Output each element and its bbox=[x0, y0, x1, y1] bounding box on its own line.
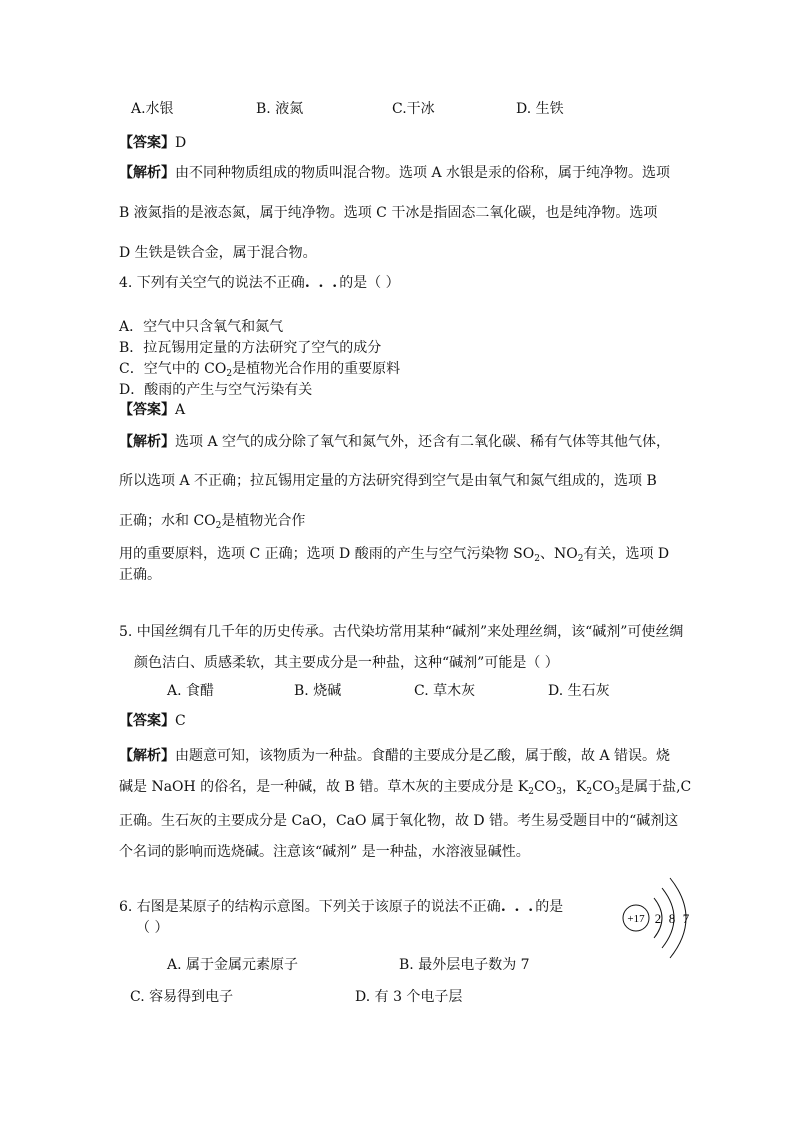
q5-analysis-line-4: 个名词的影响而选烧碱。注意该“碱剂” 是一种盐，水溶液显碱性。 bbox=[119, 844, 530, 860]
q4-analysis-line-2: 所以选项 A 不正确；拉瓦锡用定量的方法研究得到空气是由氧气和氮气组成的，选项 B bbox=[119, 473, 657, 489]
q4-analysis-line-5: 正确。 bbox=[119, 567, 161, 583]
text: 碱是 NaOH 的俗名，是一种碱，故 B 错。草木灰的主要成分是 K bbox=[119, 779, 529, 795]
analysis-text: 由题意可知，该物质为一种盐。食醋的主要成分是乙酸，属于酸，故 A 错误。烧 bbox=[175, 748, 671, 764]
q4-option-c-text: C．空气中的 CO bbox=[119, 361, 227, 377]
emphasis-dots: . . . bbox=[500, 899, 536, 915]
q5-stem-line-1: 5. 中国丝绸有几千年的历史传承。古代染坊常用某种“碱剂”来处理丝绸，该“碱剂”可使丝绸 bbox=[119, 624, 684, 640]
q4-option-d: D．酸雨的产生与空气污染有关 bbox=[119, 382, 313, 398]
shell-electrons-2: 8 bbox=[668, 911, 676, 926]
q4-stem-text: 4. 下列有关空气的说法不正确 bbox=[119, 275, 305, 291]
q4-option-c-text-end: 是植物光合作用的重要原料 bbox=[232, 361, 401, 377]
text: 、NO bbox=[540, 546, 578, 562]
q3-analysis-line-1 bbox=[119, 164, 670, 182]
q3-option-b: B. 液氮 bbox=[256, 101, 304, 117]
subscript: 3 bbox=[614, 787, 621, 797]
q6-option-b: B. 最外层电子数为 7 bbox=[399, 957, 530, 973]
q6-option-c: C. 容易得到电子 bbox=[130, 989, 234, 1005]
subscript: 2 bbox=[534, 554, 540, 564]
subscript: 2 bbox=[586, 787, 593, 797]
text: 正确；水和 CO bbox=[119, 513, 216, 529]
analysis-label: 【解析】 bbox=[119, 434, 175, 450]
text: CO bbox=[592, 779, 615, 795]
q6-paren: （ ） bbox=[136, 920, 169, 936]
q4-analysis-line-1 bbox=[119, 433, 670, 451]
q5-answer bbox=[119, 712, 186, 730]
answer-label: 【答案】 bbox=[119, 402, 175, 418]
q3-option-a: A.水银 bbox=[131, 101, 174, 117]
answer-value: A bbox=[175, 402, 186, 418]
answer-label: 【答案】 bbox=[119, 135, 175, 151]
subscript: 2 bbox=[226, 369, 233, 379]
q4-option-c bbox=[119, 360, 400, 378]
q5-option-c: C. 草木灰 bbox=[414, 683, 476, 699]
q4-stem-end: 的是（ ） bbox=[339, 275, 400, 291]
q5-analysis-line-2 bbox=[119, 778, 691, 796]
q4-analysis-line-3 bbox=[119, 512, 305, 530]
q5-stem-line-2: 颜色洁白、质感柔软，其主要成分是一种盐，这种“碱剂”可能是（ ） bbox=[134, 655, 559, 671]
q3-answer bbox=[119, 134, 186, 152]
q3-analysis-line-3: D 生铁是铁合金，属于混合物。 bbox=[119, 245, 317, 261]
shell-electrons-1: 2 bbox=[654, 911, 662, 926]
answer-value: D bbox=[175, 135, 187, 151]
q6-stem-text: 6. 右图是某原子的结构示意图。下列关于该原子的说法不正确 bbox=[119, 899, 501, 915]
text: 用的重要原料，选项 C 正确；选项 D 酸雨的产生与空气污染物 SO bbox=[119, 546, 535, 562]
analysis-label: 【解析】 bbox=[119, 748, 175, 764]
q5-analysis-line-3: 正确。生石灰的主要成分是 CaO，CaO 属于氧化物，故 D 错。考生易受题目中的“碱剂这 bbox=[119, 813, 679, 829]
answer-value: C bbox=[175, 713, 186, 729]
emphasis-dots: . . . bbox=[304, 275, 340, 291]
q6-stem-end: 的是 bbox=[535, 899, 564, 915]
text: 有关，选项 D bbox=[583, 546, 670, 562]
q5-analysis-line-1 bbox=[119, 747, 670, 765]
q6-option-a: A. 属于金属元素原子 bbox=[167, 957, 299, 973]
q5-option-b: B. 烧碱 bbox=[294, 683, 342, 699]
subscript: 3 bbox=[556, 787, 562, 797]
answer-label: 【答案】 bbox=[119, 713, 175, 729]
q4-analysis-line-4 bbox=[119, 545, 669, 563]
q3-option-d: D. 生铁 bbox=[516, 101, 564, 117]
q6-stem bbox=[119, 898, 563, 916]
text: CO bbox=[534, 779, 557, 795]
q4-option-b: B．拉瓦锡用定量的方法研究了空气的成分 bbox=[119, 340, 382, 356]
q3-option-c: C.干冰 bbox=[392, 101, 435, 117]
nucleus-charge: +17 bbox=[627, 913, 645, 925]
q6-option-d: D. 有 3 个电子层 bbox=[355, 989, 463, 1005]
text: 是属于盐,C bbox=[620, 779, 692, 795]
text: ，K bbox=[561, 779, 587, 795]
q4-option-a: A．空气中只含氧气和氮气 bbox=[119, 319, 284, 335]
text: 是植物光合作 bbox=[221, 513, 306, 529]
q4-answer bbox=[119, 401, 185, 419]
atom-structure-diagram bbox=[618, 872, 702, 964]
analysis-text: 选项 A 空气的成分除了氧气和氮气外，还含有二氧化碳、稀有气体等其他气体， bbox=[175, 434, 671, 450]
subscript: 2 bbox=[528, 787, 535, 797]
analysis-text: 由不同种物质组成的物质叫混合物。选项 A 水银是汞的俗称，属于纯净物。选项 bbox=[175, 165, 671, 181]
q4-stem bbox=[119, 274, 400, 292]
subscript: 2 bbox=[577, 554, 584, 564]
shell-electrons-3: 7 bbox=[682, 911, 690, 926]
q3-analysis-line-2: B 液氮指的是液态氮，属于纯净物。选项 C 干冰是指固态二氧化碳，也是纯净物。选项 bbox=[119, 205, 658, 221]
q5-option-a: A. 食醋 bbox=[167, 683, 215, 699]
subscript: 2 bbox=[215, 521, 222, 531]
analysis-label: 【解析】 bbox=[119, 165, 175, 181]
q5-option-d: D. 生石灰 bbox=[548, 683, 610, 699]
